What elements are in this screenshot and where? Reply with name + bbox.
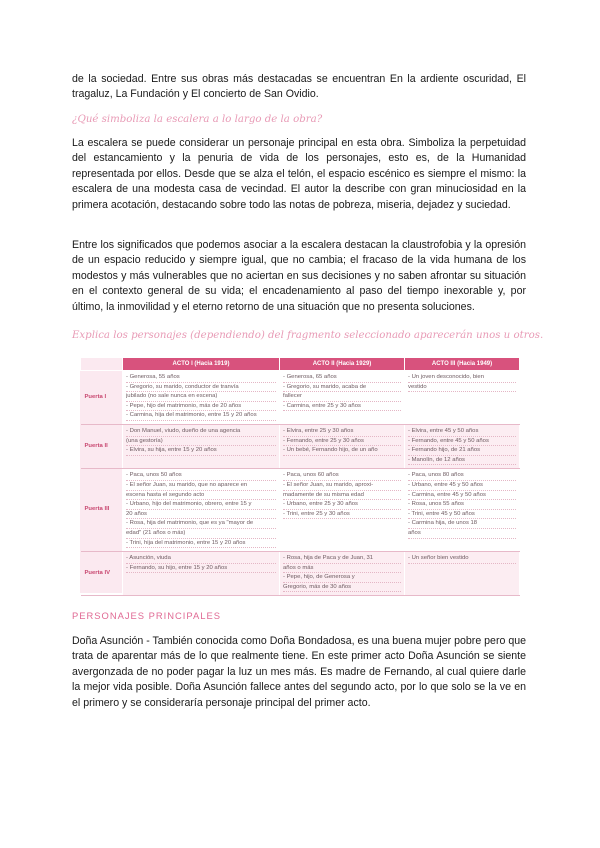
table-cell-acto-2 xyxy=(280,424,405,468)
character-line: - Fernando, entre 45 y 50 años xyxy=(408,437,516,447)
row-label-puerta: Puerta I xyxy=(81,371,123,425)
table-row xyxy=(81,552,520,596)
character-line: - El señor Juan, su marido, aproxi- xyxy=(283,481,401,491)
escalera-question-heading: ¿Qué simboliza la escalera a lo largo de la obra? xyxy=(72,114,323,125)
character-line: 20 años xyxy=(126,510,276,520)
character-line: - Urbano, entre 25 y 30 años xyxy=(283,500,401,510)
character-line: - Paca, unos 50 años xyxy=(126,471,276,481)
row-label-puerta: Puerta II xyxy=(81,424,123,468)
character-line: - Un señor bien vestido xyxy=(408,554,516,564)
row-label-puerta: Puerta IV xyxy=(81,552,123,596)
table-corner xyxy=(81,358,123,371)
table-cell-acto-3 xyxy=(405,371,520,425)
header-acto-3: ACTO III (Hacia 1949) xyxy=(405,358,520,371)
character-line: años xyxy=(408,529,516,539)
character-line: - Urbano, entre 45 y 50 años xyxy=(408,481,516,491)
characters-table-image xyxy=(80,357,519,593)
character-line: - Don Manuel, viudo, dueño de una agencia xyxy=(126,427,276,437)
table-row xyxy=(81,469,520,552)
table-cell-acto-2 xyxy=(280,371,405,425)
character-line: (una gestoría) xyxy=(126,437,276,447)
character-line: - Pepe, hijo del matrimonio, más de 20 años xyxy=(126,402,276,412)
character-line: escena hasta el segundo acto xyxy=(126,491,276,501)
character-line: - Rosa, unos 55 años xyxy=(408,500,516,510)
header-acto-2: ACTO II (Hacia 1929) xyxy=(280,358,405,371)
character-line: - Gregorio, su marido, acaba de xyxy=(283,383,401,393)
character-line: - Elvira, entre 25 y 30 años xyxy=(283,427,401,437)
character-line: - Urbano, hijo del matrimonio, obrero, entre 15 y xyxy=(126,500,276,510)
character-line: - Paca, unos 60 años xyxy=(283,471,401,481)
character-line: - Carmina, hija del matrimonio, entre 15 y 20 años xyxy=(126,411,276,421)
character-line: - Carmina hija, de unos 18 xyxy=(408,519,516,529)
personajes-question-heading: Explica los personajes (dependiendo) del fragmento seleccionado aparecerán unos u otros. xyxy=(72,330,544,341)
character-line: - Manolín, de 12 años xyxy=(408,456,516,466)
character-line: - Un bebé, Fernando hijo, de un año xyxy=(283,446,401,456)
character-line: - Gregorio, su marido, conductor de tranvía xyxy=(126,383,276,393)
character-line: - Generosa, 65 años xyxy=(283,373,401,383)
character-line: - Paca, unos 80 años xyxy=(408,471,516,481)
character-line: edad" (21 años o más) xyxy=(126,529,276,539)
character-line: - Rosa, hija de Paca y de Juan, 31 xyxy=(283,554,401,564)
character-line: - Generosa, 55 años xyxy=(126,373,276,383)
character-line: - Carmina, entre 45 y 50 años xyxy=(408,491,516,501)
table-cell-acto-3 xyxy=(405,552,520,596)
table-body xyxy=(81,371,520,596)
character-line: - Fernando, entre 25 y 30 años xyxy=(283,437,401,447)
dona-asuncion-paragraph: Doña Asunción - También conocida como Doña Bondadosa, es una buena mujer pobre pero que trata de aparentar más de lo que realmente tiene. En este primer acto Doña Asunción se siente avergonzada de no poder pagar la luz un mes más. Es madre de Fernando, al cual quiere darle la mejor vida posible. Doña Asunción fallece antes del segundo acto, por lo que solo se la ve en el primero y se consideraría personaje principal del primer acto. xyxy=(72,635,526,709)
character-line: jubilado (no sale nunca en escena) xyxy=(126,392,276,402)
character-line: - Un joven desconocido, bien xyxy=(408,373,516,383)
character-line: - Asunción, viuda xyxy=(126,554,276,564)
character-line: - Carmina, entre 25 y 30 años xyxy=(283,402,401,412)
table-cell-acto-3 xyxy=(405,424,520,468)
table-cell-acto-1 xyxy=(123,469,280,552)
table-row xyxy=(81,424,520,468)
character-line: madamente de su misma edad xyxy=(283,491,401,501)
escalera-paragraph-1: La escalera se puede considerar un personaje principal en esta obra. Simboliza la perpetuidad del estancamiento y la penuria de vida de los personajes, esto es, de la Humanidad representada por ellos. Desde que se alza el telón, el espacio escénico es siempre el mismo: la escalera de una modesta casa de vecindad. El autor la describe con gran minuciosidad en la primera acotación, destacando sobre todo las notas de pobreza, miseria, dejadez y suciedad. xyxy=(72,137,526,211)
table-row xyxy=(81,371,520,425)
character-line: Gregorio, más de 30 años xyxy=(283,583,401,593)
table-cell-acto-3 xyxy=(405,469,520,552)
character-line: - Rosa, hija del matrimonio, que es ya "mayor de xyxy=(126,519,276,529)
row-label-puerta: Puerta III xyxy=(81,469,123,552)
character-line: - Trini, entre 25 y 30 años xyxy=(283,510,401,520)
character-line: - Elvira, entre 45 y 50 años xyxy=(408,427,516,437)
character-line: - Trini, entre 45 y 50 años xyxy=(408,510,516,520)
character-line: vestido xyxy=(408,383,516,393)
character-line: - Fernando hijo, de 21 años xyxy=(408,446,516,456)
character-line: años o más xyxy=(283,564,401,574)
table-cell-acto-1 xyxy=(123,552,280,596)
character-line: - Fernando, su hijo, entre 15 y 20 años xyxy=(126,564,276,574)
character-line: - Pepe, hijo, de Generosa y xyxy=(283,573,401,583)
character-line: - Trini, hija del matrimonio, entre 15 y 20 años xyxy=(126,539,276,549)
characters-table xyxy=(80,357,520,596)
intro-paragraph: de la sociedad. Entre sus obras más destacadas se encuentran En la ardiente oscuridad, El tragaluz, La Fundación y El concierto de San Ovidio. xyxy=(72,73,526,101)
header-acto-1: ACTO I (Hacia 1919) xyxy=(123,358,280,371)
personajes-principales-heading: PERSONAJES PRINCIPALES xyxy=(72,610,221,621)
escalera-paragraph-2: Entre los significados que podemos asociar a la escalera destacan la claustrofobia y la opresión de un espacio reducido y siempre igual, que no cambia; el fracaso de la vida humana de los modestos y más vulnerables que no aciertan en sus decisiones y no saben afrontar su situación en el contexto general de su vida; el encadenamiento al paso del tiempo inexorable y, por último, la inmovilidad y el eterno retorno de una situación que no presenta soluciones. xyxy=(72,239,526,313)
character-line: fallecer xyxy=(283,392,401,402)
character-line: - El señor Juan, su marido, que no aparece en xyxy=(126,481,276,491)
table-cell-acto-1 xyxy=(123,424,280,468)
table-cell-acto-2 xyxy=(280,552,405,596)
table-cell-acto-1 xyxy=(123,371,280,425)
character-line: - Elvira, su hija, entre 15 y 20 años xyxy=(126,446,276,456)
table-cell-acto-2 xyxy=(280,469,405,552)
